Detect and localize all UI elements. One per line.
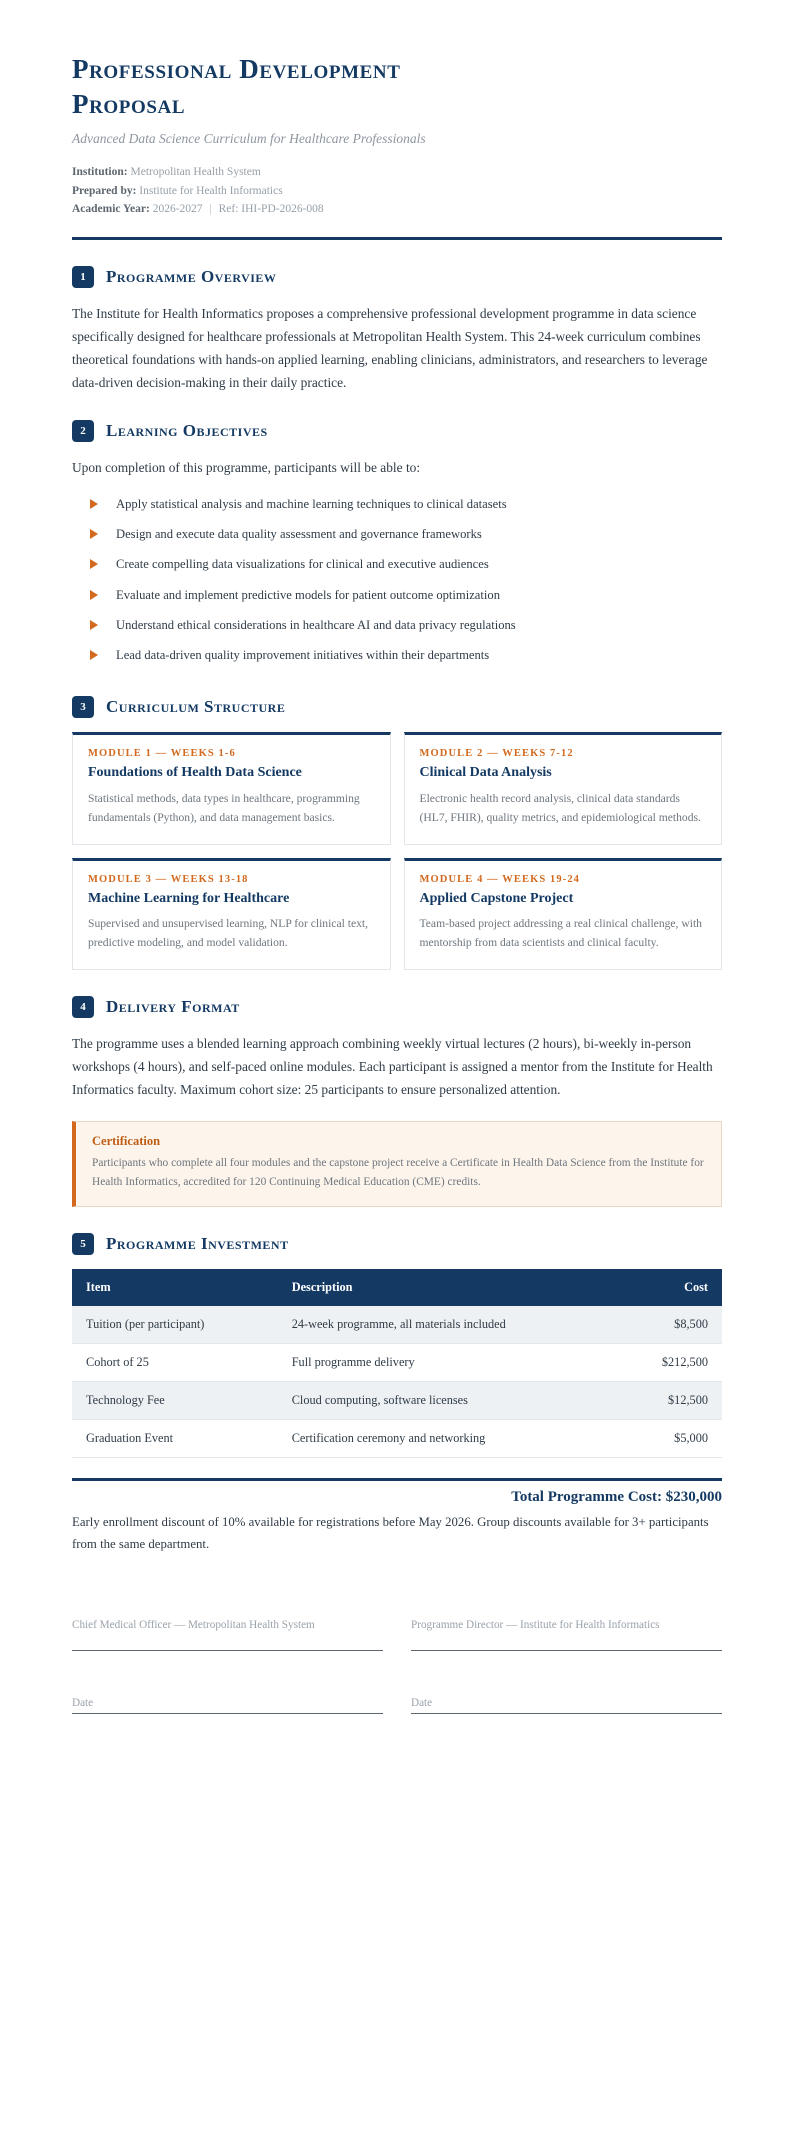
document-subtitle: Advanced Data Science Curriculum for Healthcare Professionals: [72, 131, 426, 147]
column-header-description: Description: [278, 1269, 618, 1306]
meta-institution-value: Metropolitan Health System: [130, 166, 261, 179]
meta-academic-year: [72, 200, 722, 219]
cell-item: Graduation Event: [72, 1420, 278, 1458]
module-label: MODULE 2 — WEEKS 7-12: [419, 748, 574, 760]
table-body: [72, 1306, 722, 1458]
list-item: [72, 549, 722, 579]
module-label: MODULE 3 — WEEKS 13-18: [88, 873, 249, 885]
module-title: Applied Capstone Project: [419, 890, 574, 906]
objective-text: Design and execute data quality assessment and governance frameworks: [116, 527, 482, 542]
cell-cost: $8,500: [618, 1306, 722, 1344]
callout-title: Certification: [92, 1134, 161, 1149]
module-card-grid: [72, 732, 722, 970]
section-delivery-format: [72, 996, 722, 1207]
table-row: [72, 1382, 722, 1420]
module-description: Supervised and unsupervised learning, NLP for clinical text, predictive modeling, and model validation.: [88, 917, 369, 950]
module-label: MODULE 4 — WEEKS 19-24: [419, 873, 581, 885]
module-card: [404, 858, 723, 970]
triangle-bullet-icon: [90, 499, 98, 509]
table-row: [72, 1344, 722, 1382]
callout-body: Participants who complete all four modules and the capstone project receive a Certificate in Health Data Science from the Institute for Health Informatics, accredited for 120 Continuing Medical Education (CME) credits.: [92, 1157, 704, 1189]
triangle-bullet-icon: [90, 529, 98, 539]
certification-callout: [72, 1121, 722, 1207]
section-number-badge: 2: [72, 420, 94, 442]
objective-text: Create compelling data visualizations for clinical and executive audiences: [116, 557, 489, 572]
section-heading: [72, 1233, 722, 1255]
meta-academic-year-label: Academic Year:: [72, 203, 150, 216]
signature-date-label: Date: [411, 1697, 722, 1714]
meta-prepared-by: [72, 182, 722, 201]
section-number-badge: 4: [72, 996, 94, 1018]
cell-item: Tuition (per participant): [72, 1306, 278, 1344]
section-title: Programme Overview: [106, 266, 277, 286]
overview-paragraph: The Institute for Health Informatics proposes a comprehensive professional development programme in data science specifically designed for healthcare professionals at Metropolitan Health System. This 24-week curriculum combines theoretical foundations with hands-on applied learning, enabling clinicians, administrators, and researchers to leverage data-driven decision-making in their daily practice.: [72, 305, 708, 391]
objective-text: Lead data-driven quality improvement initiatives within their departments: [116, 647, 490, 662]
delivery-paragraph: The programme uses a blended learning approach combining weekly virtual lectures (2 hours), bi-weekly in-person workshops (4 hours), and self-paced online modules. Each participant is assigned a mentor from the Institute for Health Informatics faculty. Maximum cohort size: 25 participants to ensure personalized attention.: [72, 1035, 713, 1098]
signature-date-label: Date: [72, 1697, 383, 1714]
cell-description: Full programme delivery: [278, 1344, 618, 1382]
section-heading: [72, 696, 722, 718]
cell-item: Cohort of 25: [72, 1344, 278, 1382]
section-number-badge: 5: [72, 1233, 94, 1255]
cell-description: Certification ceremony and networking: [278, 1420, 618, 1458]
header-divider: [72, 237, 722, 240]
meta-prepared-by-value: Institute for Health Informatics: [139, 184, 283, 197]
cell-cost: $12,500: [618, 1382, 722, 1420]
signature-right: [411, 1617, 722, 1714]
meta-prepared-by-label: Prepared by:: [72, 184, 137, 197]
list-item: [72, 580, 722, 610]
triangle-bullet-icon: [90, 650, 98, 660]
cell-description: 24-week programme, all materials included: [278, 1306, 618, 1344]
module-description: Team-based project addressing a real clinical challenge, with mentorship from data scientists and clinical faculty.: [419, 917, 702, 950]
module-title: Clinical Data Analysis: [419, 765, 552, 781]
table-header-row: [72, 1269, 722, 1306]
signature-block: [72, 1617, 722, 1714]
objectives-lead: Upon completion of this programme, participants will be able to:: [72, 460, 421, 476]
section-curriculum-structure: [72, 696, 722, 970]
meta-reference: Ref: IHI-PD-2026-008: [218, 203, 324, 216]
page-title: Professional Development Proposal: [72, 54, 401, 119]
section-title: Learning Objectives: [106, 421, 268, 441]
section-heading: [72, 266, 722, 288]
meta-institution-label: Institution:: [72, 166, 128, 179]
module-card: [404, 732, 723, 844]
meta-institution: [72, 163, 722, 182]
objective-text: Evaluate and implement predictive models for patient outcome optimization: [116, 587, 500, 602]
triangle-bullet-icon: [90, 620, 98, 630]
list-item: [72, 640, 722, 670]
objective-text: Apply statistical analysis and machine learning techniques to clinical datasets: [116, 497, 507, 512]
signature-role-label: Programme Director — Institute for Health Informatics: [411, 1617, 722, 1651]
document-header: [72, 52, 722, 240]
section-programme-investment: [72, 1233, 722, 1554]
section-heading: [72, 420, 722, 442]
module-card: [72, 732, 391, 844]
cell-description: Cloud computing, software licenses: [278, 1382, 618, 1420]
module-title: Machine Learning for Healthcare: [88, 890, 290, 906]
objectives-list: [72, 489, 722, 670]
table-row: [72, 1306, 722, 1344]
cell-item: Technology Fee: [72, 1382, 278, 1420]
cell-cost: $212,500: [618, 1344, 722, 1382]
module-label: MODULE 1 — WEEKS 1-6: [88, 748, 236, 760]
objective-text: Understand ethical considerations in healthcare AI and data privacy regulations: [116, 617, 516, 632]
meta-separator: |: [209, 203, 212, 216]
section-heading: [72, 996, 722, 1018]
section-title: Curriculum Structure: [106, 697, 286, 717]
list-item: [72, 610, 722, 640]
table-header: [72, 1269, 722, 1306]
module-card: [72, 858, 391, 970]
total-cost-label: Total Programme Cost: $230,000: [511, 1489, 722, 1506]
list-item: [72, 519, 722, 549]
triangle-bullet-icon: [90, 590, 98, 600]
investment-table: [72, 1269, 722, 1458]
meta-academic-year-value: 2026-2027: [152, 203, 203, 216]
signature-left: [72, 1617, 383, 1714]
total-divider: [72, 1478, 722, 1481]
module-description: Statistical methods, data types in healthcare, programming fundamentals (Python), and data management basics.: [88, 791, 360, 824]
section-programme-overview: [72, 266, 722, 394]
cell-cost: $5,000: [618, 1420, 722, 1458]
list-item: [72, 489, 722, 519]
column-header-cost: Cost: [618, 1269, 722, 1306]
section-learning-objectives: [72, 420, 722, 670]
section-title: Programme Investment: [106, 1234, 289, 1254]
discount-note: Early enrollment discount of 10% available for registrations before May 2026. Group discounts available for 3+ participants from the same department.: [72, 1515, 709, 1551]
section-title: Delivery Format: [106, 996, 240, 1016]
module-title: Foundations of Health Data Science: [88, 765, 302, 781]
module-description: Electronic health record analysis, clinical data standards (HL7, FHIR), quality metrics, and epidemiological methods.: [419, 791, 701, 824]
signature-role-label: Chief Medical Officer — Metropolitan Health System: [72, 1617, 383, 1651]
section-number-badge: 1: [72, 266, 94, 288]
triangle-bullet-icon: [90, 559, 98, 569]
table-row: [72, 1420, 722, 1458]
column-header-item: Item: [72, 1269, 278, 1306]
section-number-badge: 3: [72, 696, 94, 718]
